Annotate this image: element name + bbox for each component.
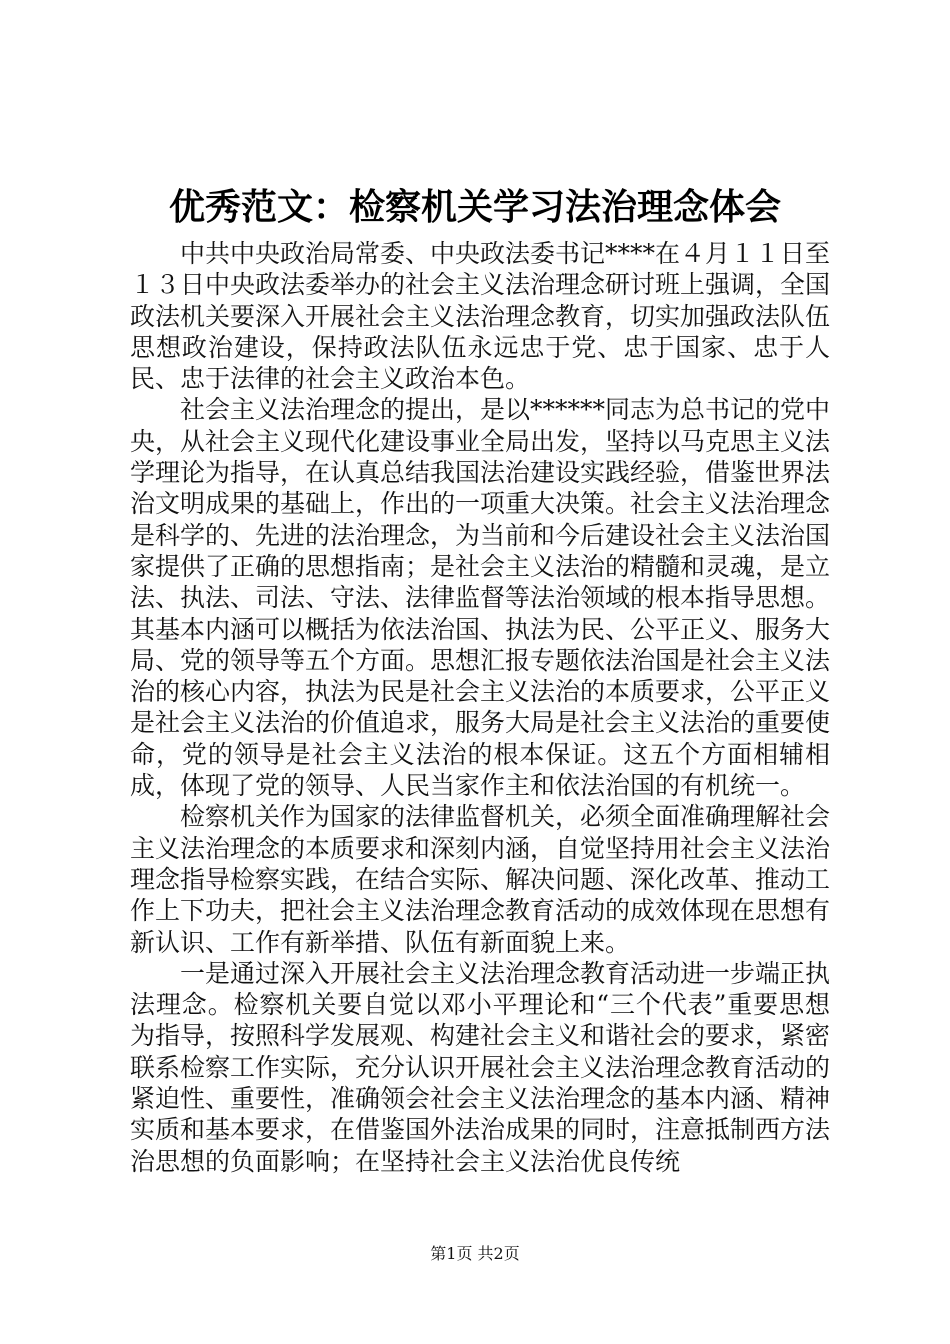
document-title: 优秀范文：检察机关学习法治理念体会 xyxy=(168,186,781,228)
paragraph-1: 中共中央政治局常委、中央政法委书记****在４月１１日至１３日中央政法委举办的社会主义法治理念研讨班上强调，全国政法机关要深入开展社会主义法治理念教育，切实加强政法队伍思想政治建设，保持政法队伍永远忠于党、忠于国家、忠于人民、忠于法律的社会主义政治本色。 xyxy=(130,239,831,394)
paragraph-4: 一是通过深入开展社会主义法治理念教育活动进一步端正执法理念。检察机关要自觉以邓小平理论和“三个代表”重要思想为指导，按照科学发展观、构建社会主义和谐社会的要求，紧密联系检察工作实际，充分认识开展社会主义法治理念教育活动的紧迫性、重要性，准确领会社会主义法治理念的基本内涵、精神实质和基本要求，在借鉴国外法治成果的同时，注意抵制西方法治思想的负面影响；在坚持社会主义法治优良传统 xyxy=(130,958,831,1176)
document-body xyxy=(130,238,830,1177)
paragraph-2: 社会主义法治理念的提出，是以******同志为总书记的党中央，从社会主义现代化建设事业全局出发，坚持以马克思主义法学理论为指导，在认真总结我国法治建设实践经验，借鉴世界法治文明成果的基础上，作出的一项重大决策。社会主义法治理念是科学的、先进的法治理念，为当前和今后建设社会主义法治国家提供了正确的思想指南；是社会主义法治的精髓和灵魂，是立法、执法、司法、守法、法律监督等法治领域的根本指导思想。其基本内涵可以概括为依法治国、执法为民、公平正义、服务大局、党的领导等五个方面。思想汇报专题依法治国是社会主义法治的核心内容，执法为民是社会主义法治的本质要求，公平正义是社会主义法治的价值追求，服务大局是社会主义法治的重要使命，党的领导是社会主义法治的根本保证。这五个方面相辅相成，体现了党的领导、人民当家作主和依法治国的有机统一。 xyxy=(130,395,831,801)
page-indicator: 第1页 共2页 xyxy=(430,1244,520,1263)
paragraph-3: 检察机关作为国家的法律监督机关，必须全面准确理解社会主义法治理念的本质要求和深刻内涵，自觉坚持用社会主义法治理念指导检察实践，在结合实际、解决问题、深化改革、推动工作上下功夫，把社会主义法治理念教育活动的成效体现在思想有新认识、工作有新举措、队伍有新面貌上来。 xyxy=(130,802,831,957)
